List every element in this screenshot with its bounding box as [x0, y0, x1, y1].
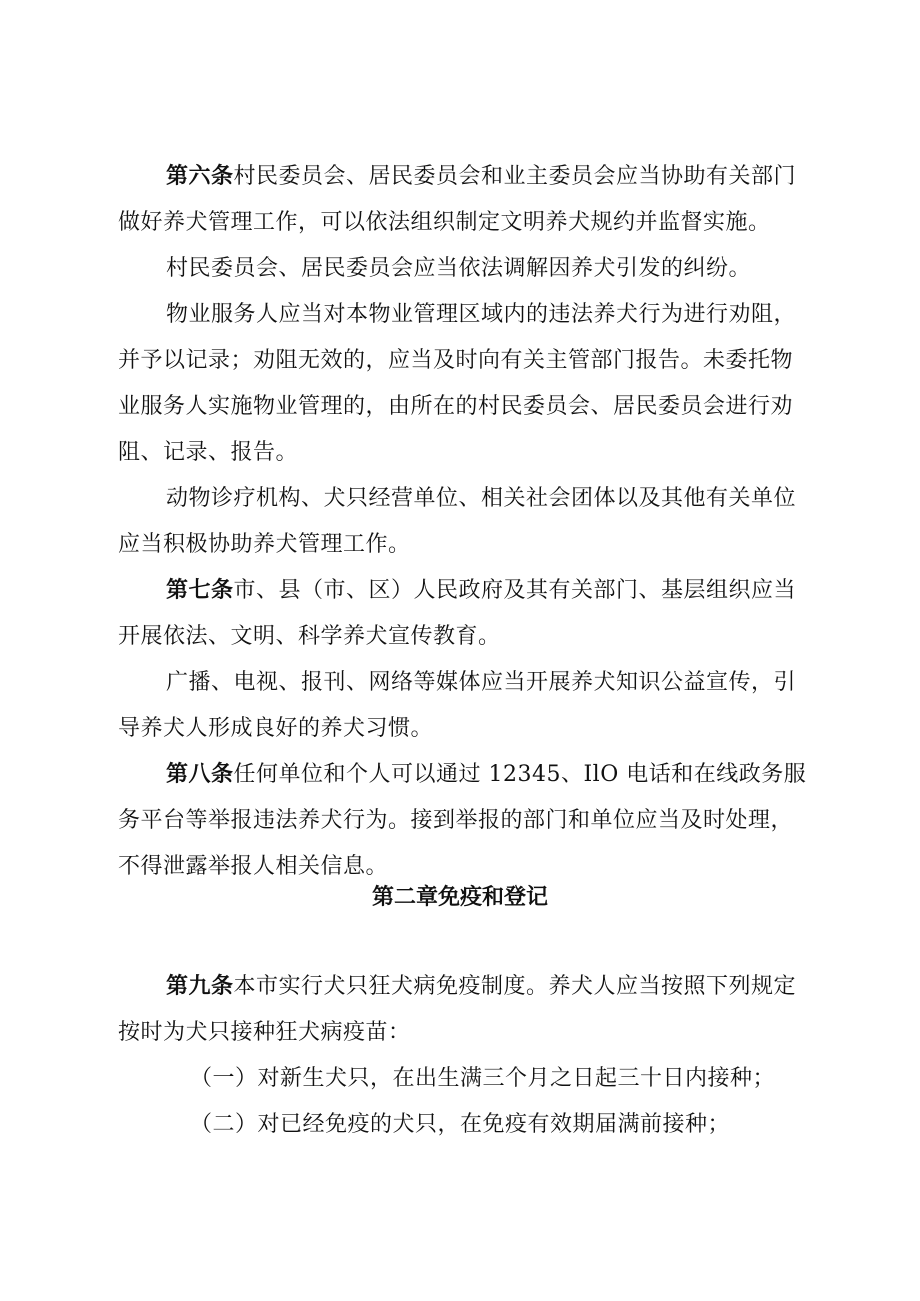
article-6-para-3-line-1: 物业服务人应当对本物业管理区域内的违法养犬行为进行劝阻， — [166, 302, 797, 327]
article-6-para-2: 村民委员会、居民委员会应当依法调解因养犬引发的纠纷。 — [166, 256, 752, 281]
article-7-first-line — [166, 576, 856, 606]
article-9-label: 第九条 — [166, 974, 234, 999]
article-8-label: 第八条 — [166, 762, 234, 787]
article-7-label: 第七条 — [166, 578, 234, 603]
article-6-line-2: 做好养犬管理工作，可以依法组织制定文明养犬规约并监督实施。 — [118, 210, 771, 235]
article-6-para-4-line-1: 动物诊疗机构、犬只经营单位、相关社会团体以及其他有关单位 — [166, 486, 797, 511]
article-7-para-2-line-1: 广播、电视、报刊、网络等媒体应当开展养犬知识公益宣传，引 — [166, 670, 797, 695]
chapter-2-heading: 第二章免疫和登记 — [371, 885, 548, 910]
article-6-para-3-line-4: 阻、记录、报告。 — [118, 440, 299, 465]
article-7-line-2: 开展依法、文明、科学养犬宣传教育。 — [118, 624, 501, 649]
article-7-para-2-line-2: 导养犬人形成良好的养犬习惯。 — [118, 716, 434, 741]
article-6-para-3-line-3: 业服务人实施物业管理的，由所在的村民委员会、居民委员会进行劝 — [118, 394, 794, 419]
article-9-first-line — [166, 972, 856, 1002]
article-8-first-line — [166, 760, 856, 790]
article-9-line-2: 按时为犬只接种狂犬病疫苗： — [118, 1020, 411, 1045]
article-6-text: 村民委员会、居民委员会和业主委员会应当协助有关部门 — [233, 164, 797, 189]
article-8-text: 任何单位和个人可以通过 12345、IlO 电话和在线政务服 — [233, 762, 807, 787]
article-8-line-2: 务平台等举报违法养犬行为。接到举报的部门和单位应当及时处理， — [118, 808, 794, 833]
article-8-line-3: 不得泄露举报人相关信息。 — [118, 854, 389, 879]
article-7-text: 市、县（市、区）人民政府及其有关部门、基层组织应当 — [233, 578, 797, 603]
article-6-para-4-line-2: 应当积极协助养犬管理工作。 — [118, 532, 411, 557]
article-6-first-line — [166, 162, 856, 192]
article-9-text: 本市实行犬只狂犬病免疫制度。养犬人应当按照下列规定 — [233, 974, 797, 999]
article-6-para-3-line-2: 并予以记录；劝阻无效的，应当及时向有关主管部门报告。未委托物 — [118, 348, 794, 373]
article-9-item-1: （一）对新生犬只，在出生满三个月之日起三十日内接种； — [190, 1066, 776, 1091]
article-6-label: 第六条 — [166, 164, 234, 189]
article-9-item-2: （二）对已经免疫的犬只，在免疫有效期届满前接种； — [190, 1112, 731, 1137]
